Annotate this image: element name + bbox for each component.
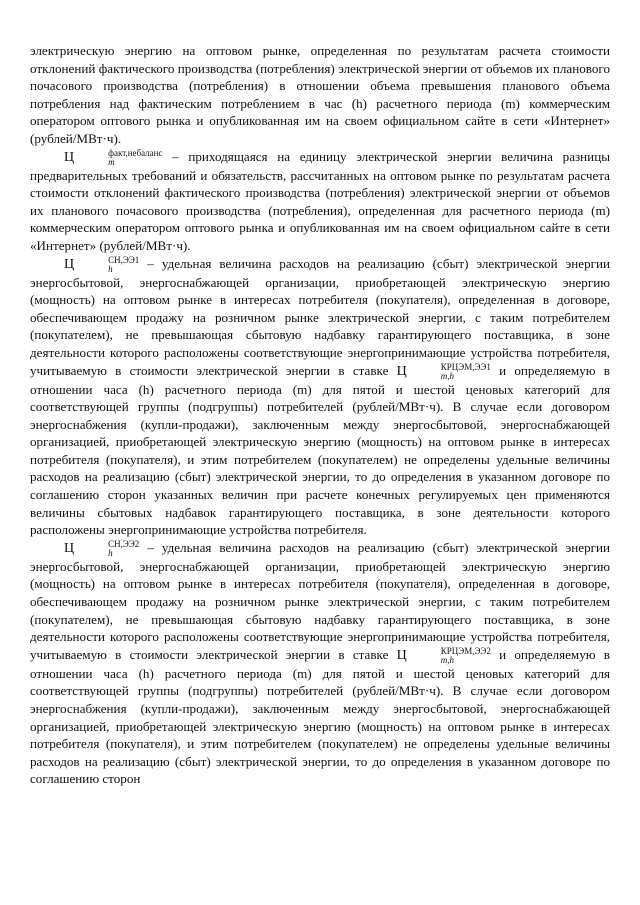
paragraph-sales-cost-ee2 [30,539,610,788]
paragraph-sales-cost-ee1 [30,255,610,539]
paragraph-text-b: и определяемую в отношении часа (h) расчетного периода (m) для пятой и шестой ценовых категорий для соответствующей группы (подгруппы) потребителей (рублей/МВт·ч). В случае если договором энергоснабжения (купли-продажи), заключенным между энергосбытовой, энергоснабжающей организацией, приобретающей электрическую энергию (мощность) на оптовом рынке в интересах потребителя (покупателя), и этим потребителем (покупателем) не определены удельные величины расходов на реализацию (сбыт) электрической энергии, то до определения в указанном договоре по соглашению сторон [30,646,610,787]
formula-symbol-krcem-ee1: Ц КРЦЭМ,ЭЭ1 m,h [396,361,491,381]
paragraph-text: – приходящаяся на единицу электрической энергии величина разницы предварительных требований и обязательств, рассчитанных на оптовом рынке по результатам расчета стоимости отклонений фактического производства (потребления) электрической энергии от объемов их планового почасового производства (потребления), определенная для расчетного периода (m) коммерческим оператором оптового рынка и опубликованная им на своем официальном сайте в сети «Интернет» (рублей/МВт·ч). [30,148,610,253]
paragraph-text-a: – удельная величина расходов на реализацию (сбыт) электрической энергии энергосбытовой, энергоснабжающей организации, приобретающей электрическую энергию (мощность) на оптовом рынке в интересах потребителя (покупателя), определенная в договоре, обеспечивающем продажу на розничном рынке электрической энергии, с таким потребителем (покупателем), не превышающая сбытовую надбавку гарантирующего поставщика, в зоне деятельности которого расположены соответствующие энергопринимающие устройства потребителя, учитываемую в стоимости электрической энергии в ставке [30,255,610,378]
formula-symbol-sn-ee2: Ц СН,ЭЭ2 h [64,538,140,558]
formula-symbol-krcem-ee2: Ц КРЦЭМ,ЭЭ2 m,h [396,645,491,665]
paragraph-text-b: и определяемую в отношении часа (h) расчетного периода (m) для пятой и шестой ценовых категорий для соответствующей группы (подгруппы) потребителей (рублей/МВт·ч). В случае если договором энергоснабжения (купли-продажи), заключенным между энергосбытовой, энергоснабжающей организацией, приобретающей электрическую энергию (мощность) на оптовом рынке в интересах потребителя (покупателя), и этим потребителем (покупателем) не определены удельные величины расходов на реализацию (сбыт) электрической энергии, то до определения в указанном договоре по соглашению сторон указанных величин при расчете конечных регулируемых цен применяются величины сбытовых надбавок гарантирующего поставщика, в зоне деятельности которого расположены энергопринимающие устройства потребителя. [30,362,610,538]
formula-symbol-fact-imbalance: Ц факт,небаланс m [64,147,163,167]
paragraph-fact-imbalance [30,148,610,255]
paragraph-continuation: электрическую энергию на оптовом рынке, определенная по результатам расчета стоимости отклонений фактического производства (потребления) электрической энергии от объемов их планового почасового производства (потребления) в отношении объема превышения планового объема потребления над фактическим потреблением в час (h) расчетного периода (m) коммерческим оператором оптового рынка и опубликованная им на своем официальном сайте в сети «Интернет» (рублей/МВт·ч). [30,43,610,146]
formula-symbol-sn-ee1: Ц СН,ЭЭ1 h [64,254,140,274]
paragraph-text-a: – удельная величина расходов на реализацию (сбыт) электрической энергии энергосбытовой, энергоснабжающей организации, приобретающей электрическую энергию (мощность) на оптовом рынке в интересах потребителя (покупателя), определенная в договоре, обеспечивающем продажу на розничном рынке электрической энергии, с таким потребителем (покупателем), не превышающая сбытовую надбавку гарантирующего поставщика, в зоне деятельности которого расположены соответствующие энергопринимающие устройства потребителя, учитываемую в стоимости электрической энергии в ставке [30,539,610,662]
